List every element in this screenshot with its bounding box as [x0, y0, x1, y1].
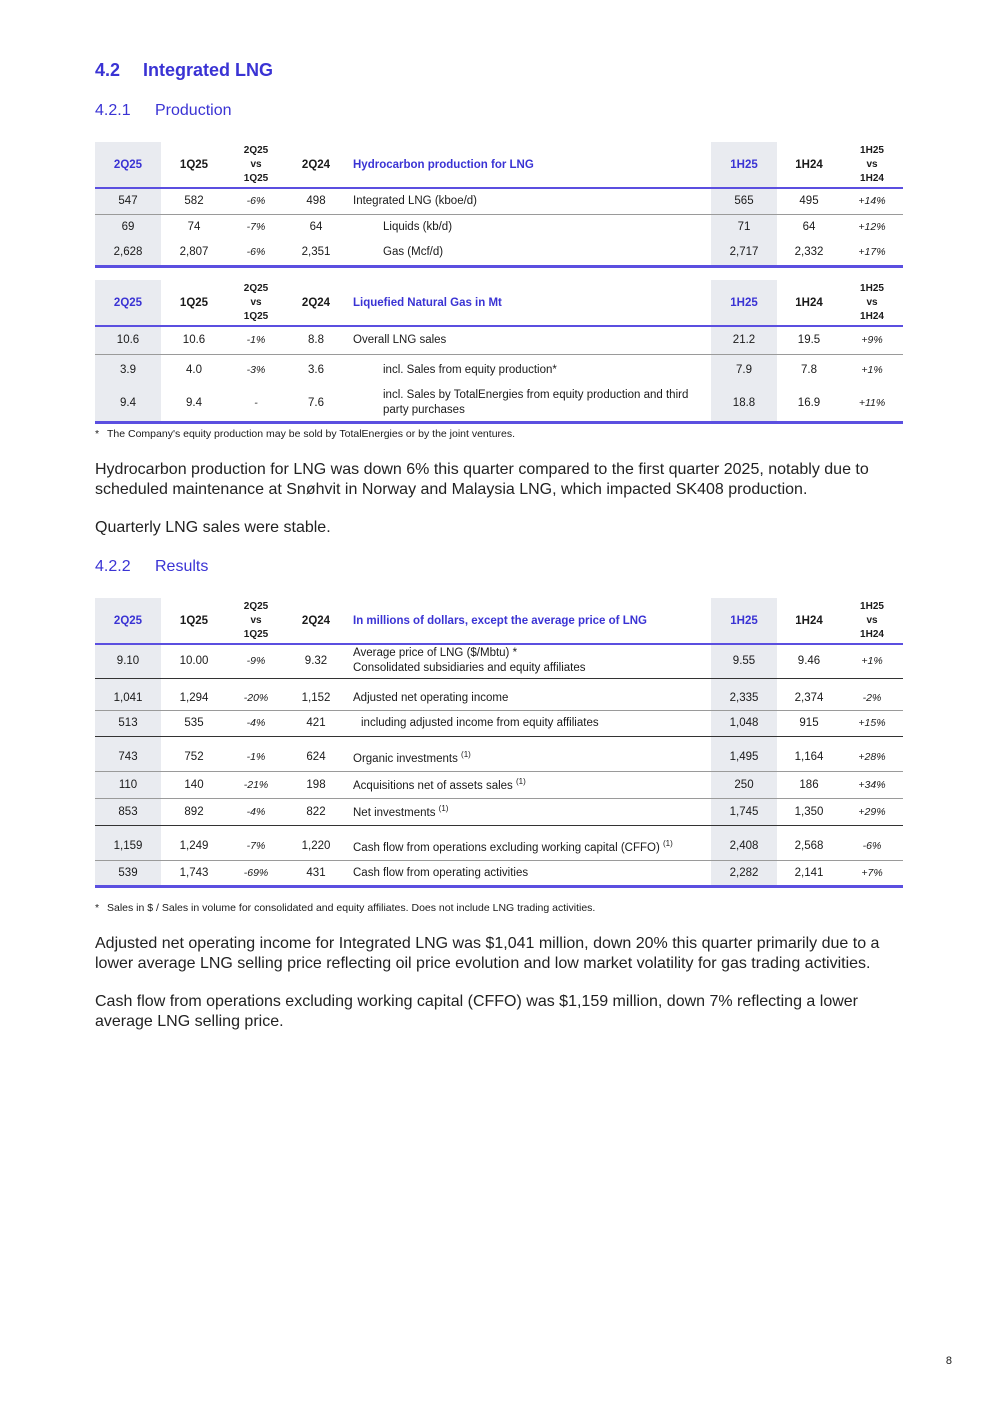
paragraph-cffo: Cash flow from operations excluding working capital (CFFO) was $1,159 million, down 7% reflecting a lower average LNG selling price.	[95, 993, 858, 1030]
table-row: 3.9 4.0 -3% 3.6 incl. Sales from equity production* 7.9 7.8 +1%	[95, 354, 903, 386]
table-header: 2Q25 1Q25 2Q25 vs 1Q25 2Q24 In millions of dollars, except the average price of LNG 1H25 1H24 1H25 vs 1H24	[95, 598, 903, 644]
table-row: 539 1,743 -69% 431 Cash flow from operating activities 2,282 2,141 +7%	[95, 860, 903, 886]
footnote-1: * The Company's equity production may be sold by TotalEnergies or by the joint ventures.	[95, 428, 516, 440]
paragraph-results: Adjusted net operating income for Integrated LNG was $1,041 million, down 20% this quarter primarily due to a lower average LNG selling price reflecting oil price evolution and low market volatility for gas trading activities.	[95, 935, 880, 972]
paragraph-sales: Quarterly LNG sales were stable.	[95, 519, 331, 536]
section-heading: 4.2 Integrated LNG	[95, 60, 274, 80]
table-row: 69 74 -7% 64 Liquids (kb/d) 71 64 +12%	[95, 214, 903, 240]
table-row-price: 9.10 10.00 -9% 9.32 Average price of LNG ($/Mbtu) * Consolidated subsidiaries and equity affiliates 9.55 9.46 +1%	[95, 644, 903, 678]
table-header: 2Q25 1Q25 2Q25 vs 1Q25 2Q24 Hydrocarbon production for LNG 1H25 1H24 1H25 vs 1H24	[95, 142, 903, 188]
paragraph-production: Hydrocarbon production for LNG was down 6% this quarter compared to the first quarter 2025, notably due to scheduled maintenance at Snøhvit in Norway and Malaysia LNG, which impacted SK408 production.	[95, 461, 869, 498]
lng-sales-table	[95, 280, 903, 424]
table-row: 2,628 2,807 -6% 2,351 Gas (Mcf/d) 2,717 2,332 +17%	[95, 240, 903, 266]
page-number: 8	[945, 1355, 952, 1367]
table-row: 10.6 10.6 -1% 8.8 Overall LNG sales 21.2 19.5 +9%	[95, 326, 903, 354]
footnote-2: * Sales in $ / Sales in volume for consolidated and equity affiliates. Does not include LNG trading activities.	[95, 902, 596, 914]
table-row: 547 582 -6% 498 Integrated LNG (kboe/d) 565 495 +14%	[95, 188, 903, 214]
results-table	[95, 598, 903, 888]
table-row: 743 752 -1% 624 Organic investments $^{(1)}$ 1,495 1,164 +28%	[95, 744, 903, 771]
table-row: 9.4 9.4 - 7.6 incl. Sales by TotalEnergies from equity production and third party purchases 18.8 16.9 +11%	[95, 386, 903, 422]
table-header: 2Q25 1Q25 2Q25 vs 1Q25 2Q24 Liquefied Natural Gas in Mt 1H25 1H24 1H25 vs 1H24	[95, 280, 903, 326]
production-table	[95, 142, 903, 268]
table-row: 1,041 1,294 -20% 1,152 Adjusted net operating income 2,335 2,374 -2%	[95, 686, 903, 710]
table-row: 110 140 -21% 198 Acquisitions net of assets sales $^{(1)}$ 250 186 +34%	[95, 771, 903, 798]
table-row: 1,159 1,249 -7% 1,220 Cash flow from operations excluding working capital (CFFO) $^{(1)}$ 2,408 2,568 -6%	[95, 833, 903, 860]
table-row: 513 535 -4% 421 including adjusted income from equity affiliates 1,048 915 +15%	[95, 710, 903, 736]
subsection-heading-results: 4.2.2 Results	[95, 558, 209, 575]
subsection-heading-production: 4.2.1 Production	[95, 102, 232, 119]
table-row: 853 892 -4% 822 Net investments $^{(1)}$ 1,745 1,350 +29%	[95, 798, 903, 825]
